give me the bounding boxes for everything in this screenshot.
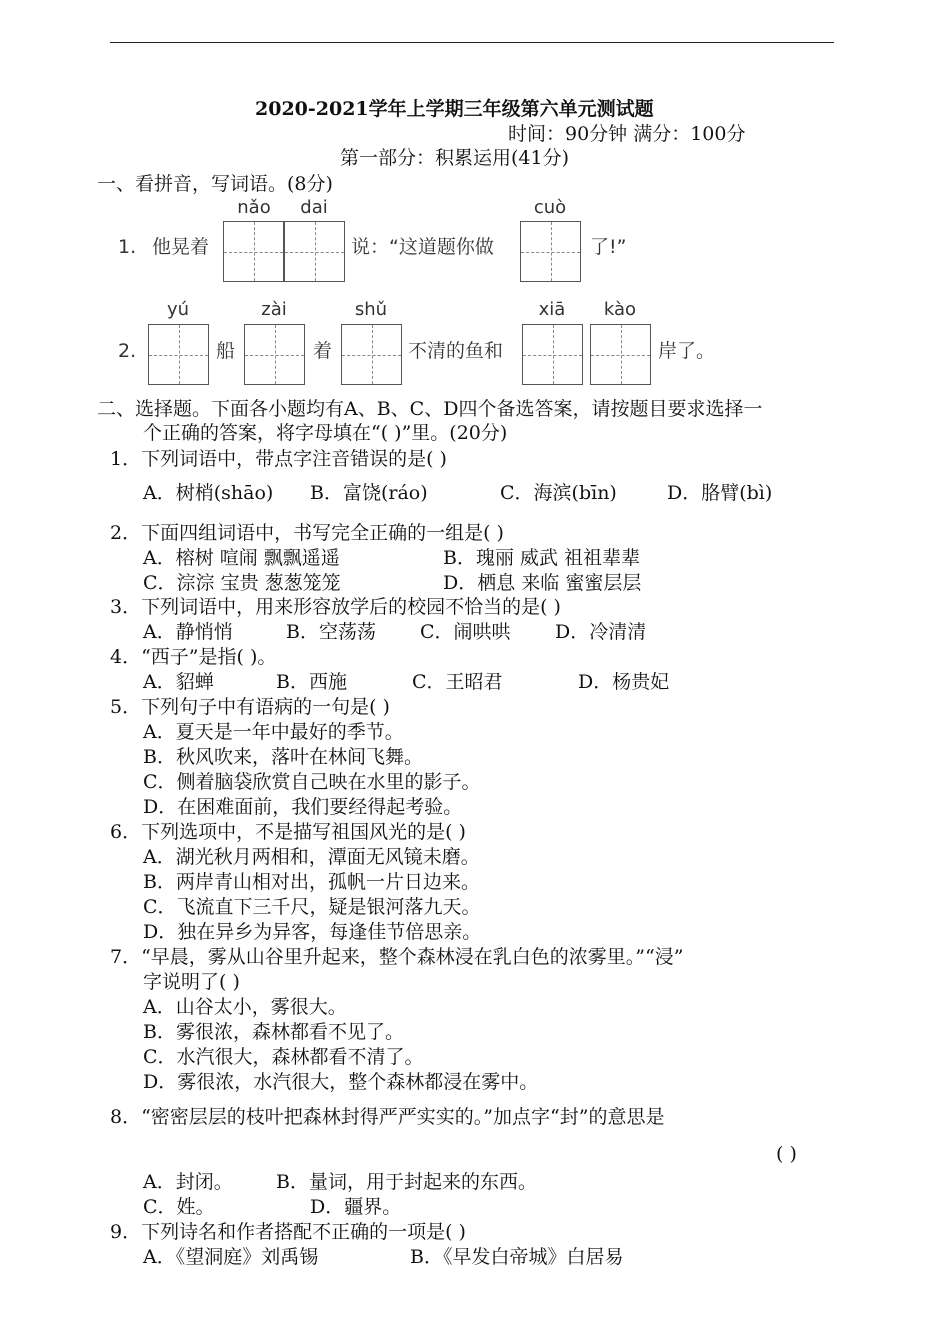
- mc-q6-stem: 6．下列选项中，不是描写祖国风光的是( ): [110, 821, 466, 843]
- writing-box-yu[interactable]: [148, 324, 209, 385]
- q2-text-2: 着: [313, 340, 333, 362]
- pinyin-xia: xiā: [538, 299, 566, 320]
- mc-q7-option-a[interactable]: A．山谷太小，雾很大。: [143, 996, 347, 1018]
- section2-heading-line2: 个正确的答案，将字母填在“( )”里。(20分): [143, 422, 508, 444]
- writing-box-zai[interactable]: [244, 324, 305, 385]
- top-rule: [110, 42, 834, 43]
- mc-q5-option-a[interactable]: A．夏天是一年中最好的季节。: [143, 721, 404, 743]
- mc-q1-option-c[interactable]: C．海滨(bīn): [500, 482, 617, 504]
- mc-q4-option-b[interactable]: B．西施: [276, 671, 347, 693]
- mc-q1-stem: 1．下列词语中，带点字注音错误的是( ): [110, 448, 447, 470]
- mc-q6-option-b[interactable]: B．两岸青山相对出，孤帆一片日边来。: [143, 871, 480, 893]
- writing-box-xia[interactable]: [522, 324, 583, 385]
- mc-q3-stem: 3．下列词语中，用来形容放学后的校园不恰当的是( ): [110, 596, 561, 618]
- mc-q9-stem: 9．下列诗名和作者搭配不正确的一项是( ): [110, 1221, 466, 1243]
- mc-q3-option-c[interactable]: C．闹哄哄: [420, 621, 511, 643]
- mc-q7-option-d[interactable]: D．雾很浓，水汽很大，整个森林都浸在雾中。: [143, 1071, 539, 1093]
- mc-q3-option-a[interactable]: A．静悄悄: [143, 621, 233, 643]
- mc-q1-option-a[interactable]: A．树梢(shāo): [143, 482, 274, 504]
- mc-q4-option-a[interactable]: A．貂蝉: [143, 671, 214, 693]
- mc-q4-option-c[interactable]: C．王昭君: [412, 671, 503, 693]
- q2-text-1: 船: [216, 340, 236, 362]
- time-score: 时间：90分钟 满分：100分: [508, 123, 746, 145]
- mc-q6-option-a[interactable]: A．湖光秋月两相和，潭面无风镜未磨。: [143, 846, 480, 868]
- q2-text-3: 不清的鱼和: [408, 340, 504, 362]
- pinyin-dai: dai: [300, 197, 328, 218]
- pinyin-cuo: cuò: [533, 197, 567, 218]
- q1-text-pre: 他晃着: [152, 236, 210, 258]
- mc-q2-option-b[interactable]: B．瑰丽 威武 祖祖辈辈: [443, 547, 641, 569]
- mc-q2-option-a[interactable]: A．榕树 喧闹 飘飘遥遥: [143, 547, 340, 569]
- mc-q8-stem: 8．“密密层层的枝叶把森林封得严严实实的。”加点字“封”的意思是: [110, 1106, 665, 1128]
- writing-box-nao[interactable]: [223, 221, 284, 282]
- mc-q7-stem: 7．“早晨，雾从山谷里升起来，整个森林浸在乳白色的浓雾里。”“浸”: [110, 946, 684, 968]
- part-one-heading: 第一部分：积累运用(41分): [340, 147, 570, 169]
- section1-heading: 一、看拼音，写词语。(8分): [97, 173, 333, 195]
- mc-q5-stem: 5．下列句子中有语病的一句是( ): [110, 696, 390, 718]
- q1-text-mid: 说：“这道题你做: [351, 236, 494, 258]
- mc-q3-option-d[interactable]: D．冷清清: [555, 621, 647, 643]
- mc-q1-option-d[interactable]: D．胳臂(bì): [667, 482, 773, 504]
- mc-q3-option-b[interactable]: B．空荡荡: [286, 621, 376, 643]
- q2-number: 2.: [118, 340, 137, 362]
- writing-box-dai[interactable]: [284, 221, 345, 282]
- writing-box-kao[interactable]: [590, 324, 651, 385]
- writing-box-cuo[interactable]: [520, 221, 581, 282]
- mc-q4-stem: 4．“西子”是指( )。: [110, 646, 277, 668]
- pinyin-kao: kào: [603, 299, 637, 320]
- mc-q7-option-c[interactable]: C．水汽很大，森林都看不清了。: [143, 1046, 424, 1068]
- mc-q6-option-c[interactable]: C．飞流直下三千尺，疑是银河落九天。: [143, 896, 481, 918]
- mc-q2-option-c[interactable]: C．淙淙 宝贵 葱葱笼笼: [143, 572, 341, 594]
- mc-q2-option-d[interactable]: D．栖息 来临 蜜蜜层层: [443, 572, 642, 594]
- q1-number: 1.: [118, 236, 137, 258]
- mc-q4-option-d[interactable]: D．杨贵妃: [578, 671, 670, 693]
- mc-q1-option-b[interactable]: B．富饶(ráo): [310, 482, 428, 504]
- section2-heading-line1: 二、选择题。下面各小题均有A、B、C、D四个备选答案，请按题目要求选择一: [97, 398, 763, 420]
- mc-q6-option-d[interactable]: D．独在异乡为异客，每逢佳节倍思亲。: [143, 921, 482, 943]
- q2-text-4: 岸了。: [658, 340, 716, 362]
- pinyin-zai: zài: [261, 299, 287, 320]
- mc-q8-option-c[interactable]: C．姓。: [143, 1196, 215, 1218]
- mc-q8-option-d[interactable]: D．疆界。: [310, 1196, 402, 1218]
- exam-title: 2020-2021学年上学期三年级第六单元测试题: [255, 98, 654, 120]
- mc-q9-option-a[interactable]: A．《望洞庭》刘禹锡: [143, 1246, 319, 1268]
- writing-box-shu[interactable]: [341, 324, 402, 385]
- pinyin-nao: nǎo: [237, 197, 271, 218]
- mc-q5-option-d[interactable]: D．在困难面前，我们要经得起考验。: [143, 796, 463, 818]
- mc-q5-option-c[interactable]: C．侧着脑袋欣赏自己映在水里的影子。: [143, 771, 481, 793]
- pinyin-yu: yú: [166, 299, 190, 320]
- mc-q2-stem: 2．下面四组词语中，书写完全正确的一组是( ): [110, 522, 504, 544]
- mc-q8-option-a[interactable]: A．封闭。: [143, 1171, 233, 1193]
- mc-q7-stem-line2: 字说明了( ): [143, 971, 240, 993]
- mc-q7-option-b[interactable]: B．雾很浓，森林都看不见了。: [143, 1021, 404, 1043]
- pinyin-shu: shǔ: [354, 299, 388, 320]
- mc-q5-option-b[interactable]: B．秋风吹来，落叶在林间飞舞。: [143, 746, 423, 768]
- mc-q9-option-b[interactable]: B．《早发白帝城》白居易: [410, 1246, 624, 1268]
- mc-q8-answer-paren[interactable]: ( ): [776, 1143, 797, 1165]
- q1-text-post: 了!”: [590, 236, 627, 258]
- mc-q8-option-b[interactable]: B．量词，用于封起来的东西。: [276, 1171, 537, 1193]
